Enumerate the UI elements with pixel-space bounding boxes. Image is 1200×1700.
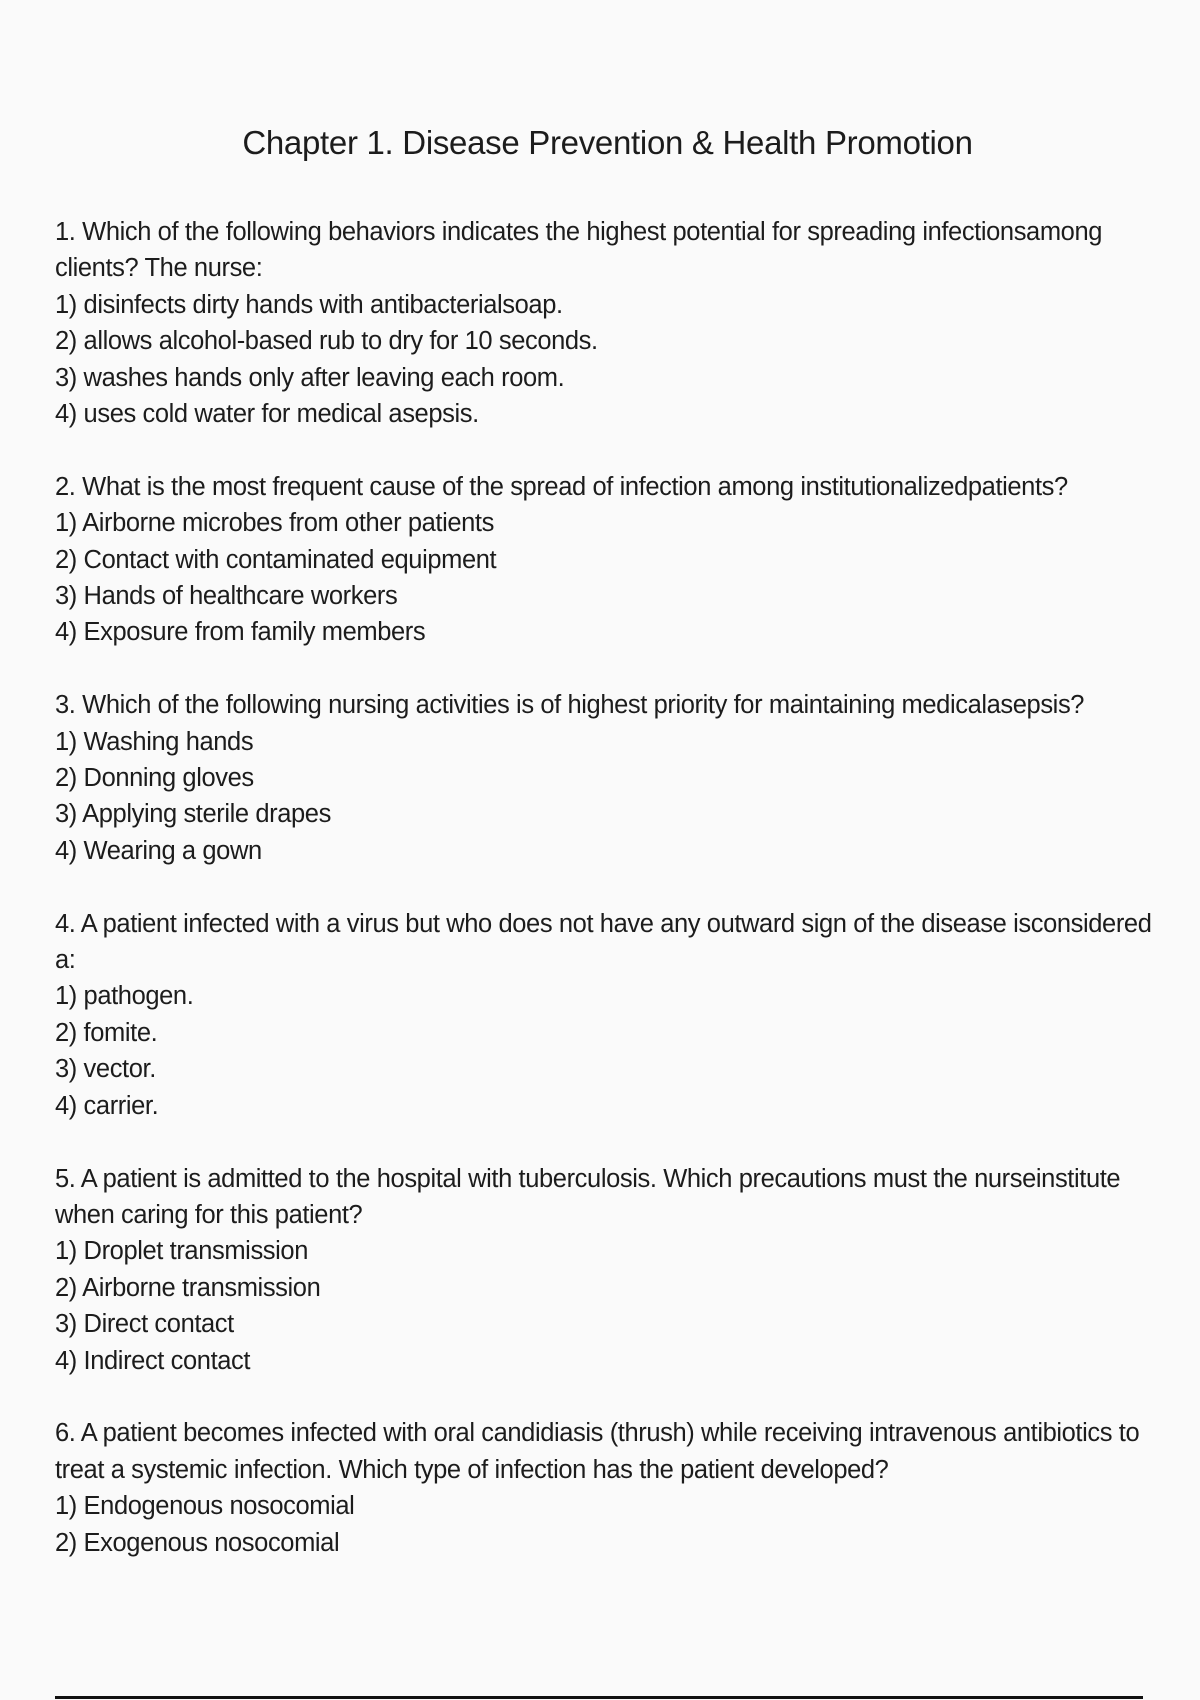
answer-option: 2) Exogenous nosocomial xyxy=(55,1528,340,1557)
answer-option: 3) vector. xyxy=(55,1055,156,1084)
question-3 xyxy=(55,687,1175,869)
question-stem: 6. A patient becomes infected with oral candidiasis (thrush) while receiving intravenous antibiotics to treat a systemic infection. Which type of infection has the patient developed? xyxy=(55,1419,1140,1484)
answer-option: 4) Exposure from family members xyxy=(55,618,426,647)
answer-option: 4) Indirect contact xyxy=(55,1346,251,1375)
question-stem: 4. A patient infected with a virus but who does not have any outward sign of the disease isconsidered a: xyxy=(55,909,1152,975)
answer-option: 1) Airborne microbes from other patients xyxy=(55,509,494,538)
answer-option: 1) disinfects dirty hands with antibacterialsoap. xyxy=(55,290,563,319)
answer-option: 1) Endogenous nosocomial xyxy=(55,1492,355,1521)
question-stem: 3. Which of the following nursing activities is of highest priority for maintaining medicalasepsis? xyxy=(55,691,1085,720)
answer-option: 2) allows alcohol-based rub to dry for 10 seconds. xyxy=(55,327,598,356)
answer-option: 2) Contact with contaminated equipment xyxy=(55,545,497,574)
answer-option: 4) Wearing a gown xyxy=(55,836,262,865)
question-5 xyxy=(55,1161,1175,1379)
answer-option: 2) fomite. xyxy=(55,1018,158,1047)
answer-option: 3) Direct contact xyxy=(55,1310,234,1339)
answer-option: 2) Airborne transmission xyxy=(55,1273,321,1302)
answer-option: 3) washes hands only after leaving each room. xyxy=(55,363,565,392)
answer-option: 1) Washing hands xyxy=(55,727,254,756)
question-list xyxy=(55,214,1175,1597)
question-2 xyxy=(55,469,1175,651)
answer-option: 4) uses cold water for medical asepsis. xyxy=(55,400,479,429)
question-stem: 1. Which of the following behaviors indicates the highest potential for spreading infectionsamong clients? The nurse: xyxy=(55,218,1103,283)
answer-option: 4) carrier. xyxy=(55,1091,159,1120)
answer-option: 2) Donning gloves xyxy=(55,764,254,793)
answer-option: 3) Applying sterile drapes xyxy=(55,800,331,829)
divider xyxy=(55,1696,1143,1699)
answer-option: 3) Hands of healthcare workers xyxy=(55,582,398,611)
answer-option: 1) pathogen. xyxy=(55,982,194,1011)
question-1 xyxy=(55,214,1175,432)
question-6 xyxy=(55,1415,1175,1561)
question-stem: 2. What is the most frequent cause of the spread of infection among institutionalizedpatients? xyxy=(55,472,1068,501)
question-stem: 5. A patient is admitted to the hospital with tuberculosis. Which precautions must the nurseinstitute when caring for this patient? xyxy=(55,1164,1121,1229)
answer-option: 1) Droplet transmission xyxy=(55,1237,308,1266)
question-4 xyxy=(55,906,1175,1124)
page-title: Chapter 1. Disease Prevention & Health Promotion xyxy=(242,124,973,161)
